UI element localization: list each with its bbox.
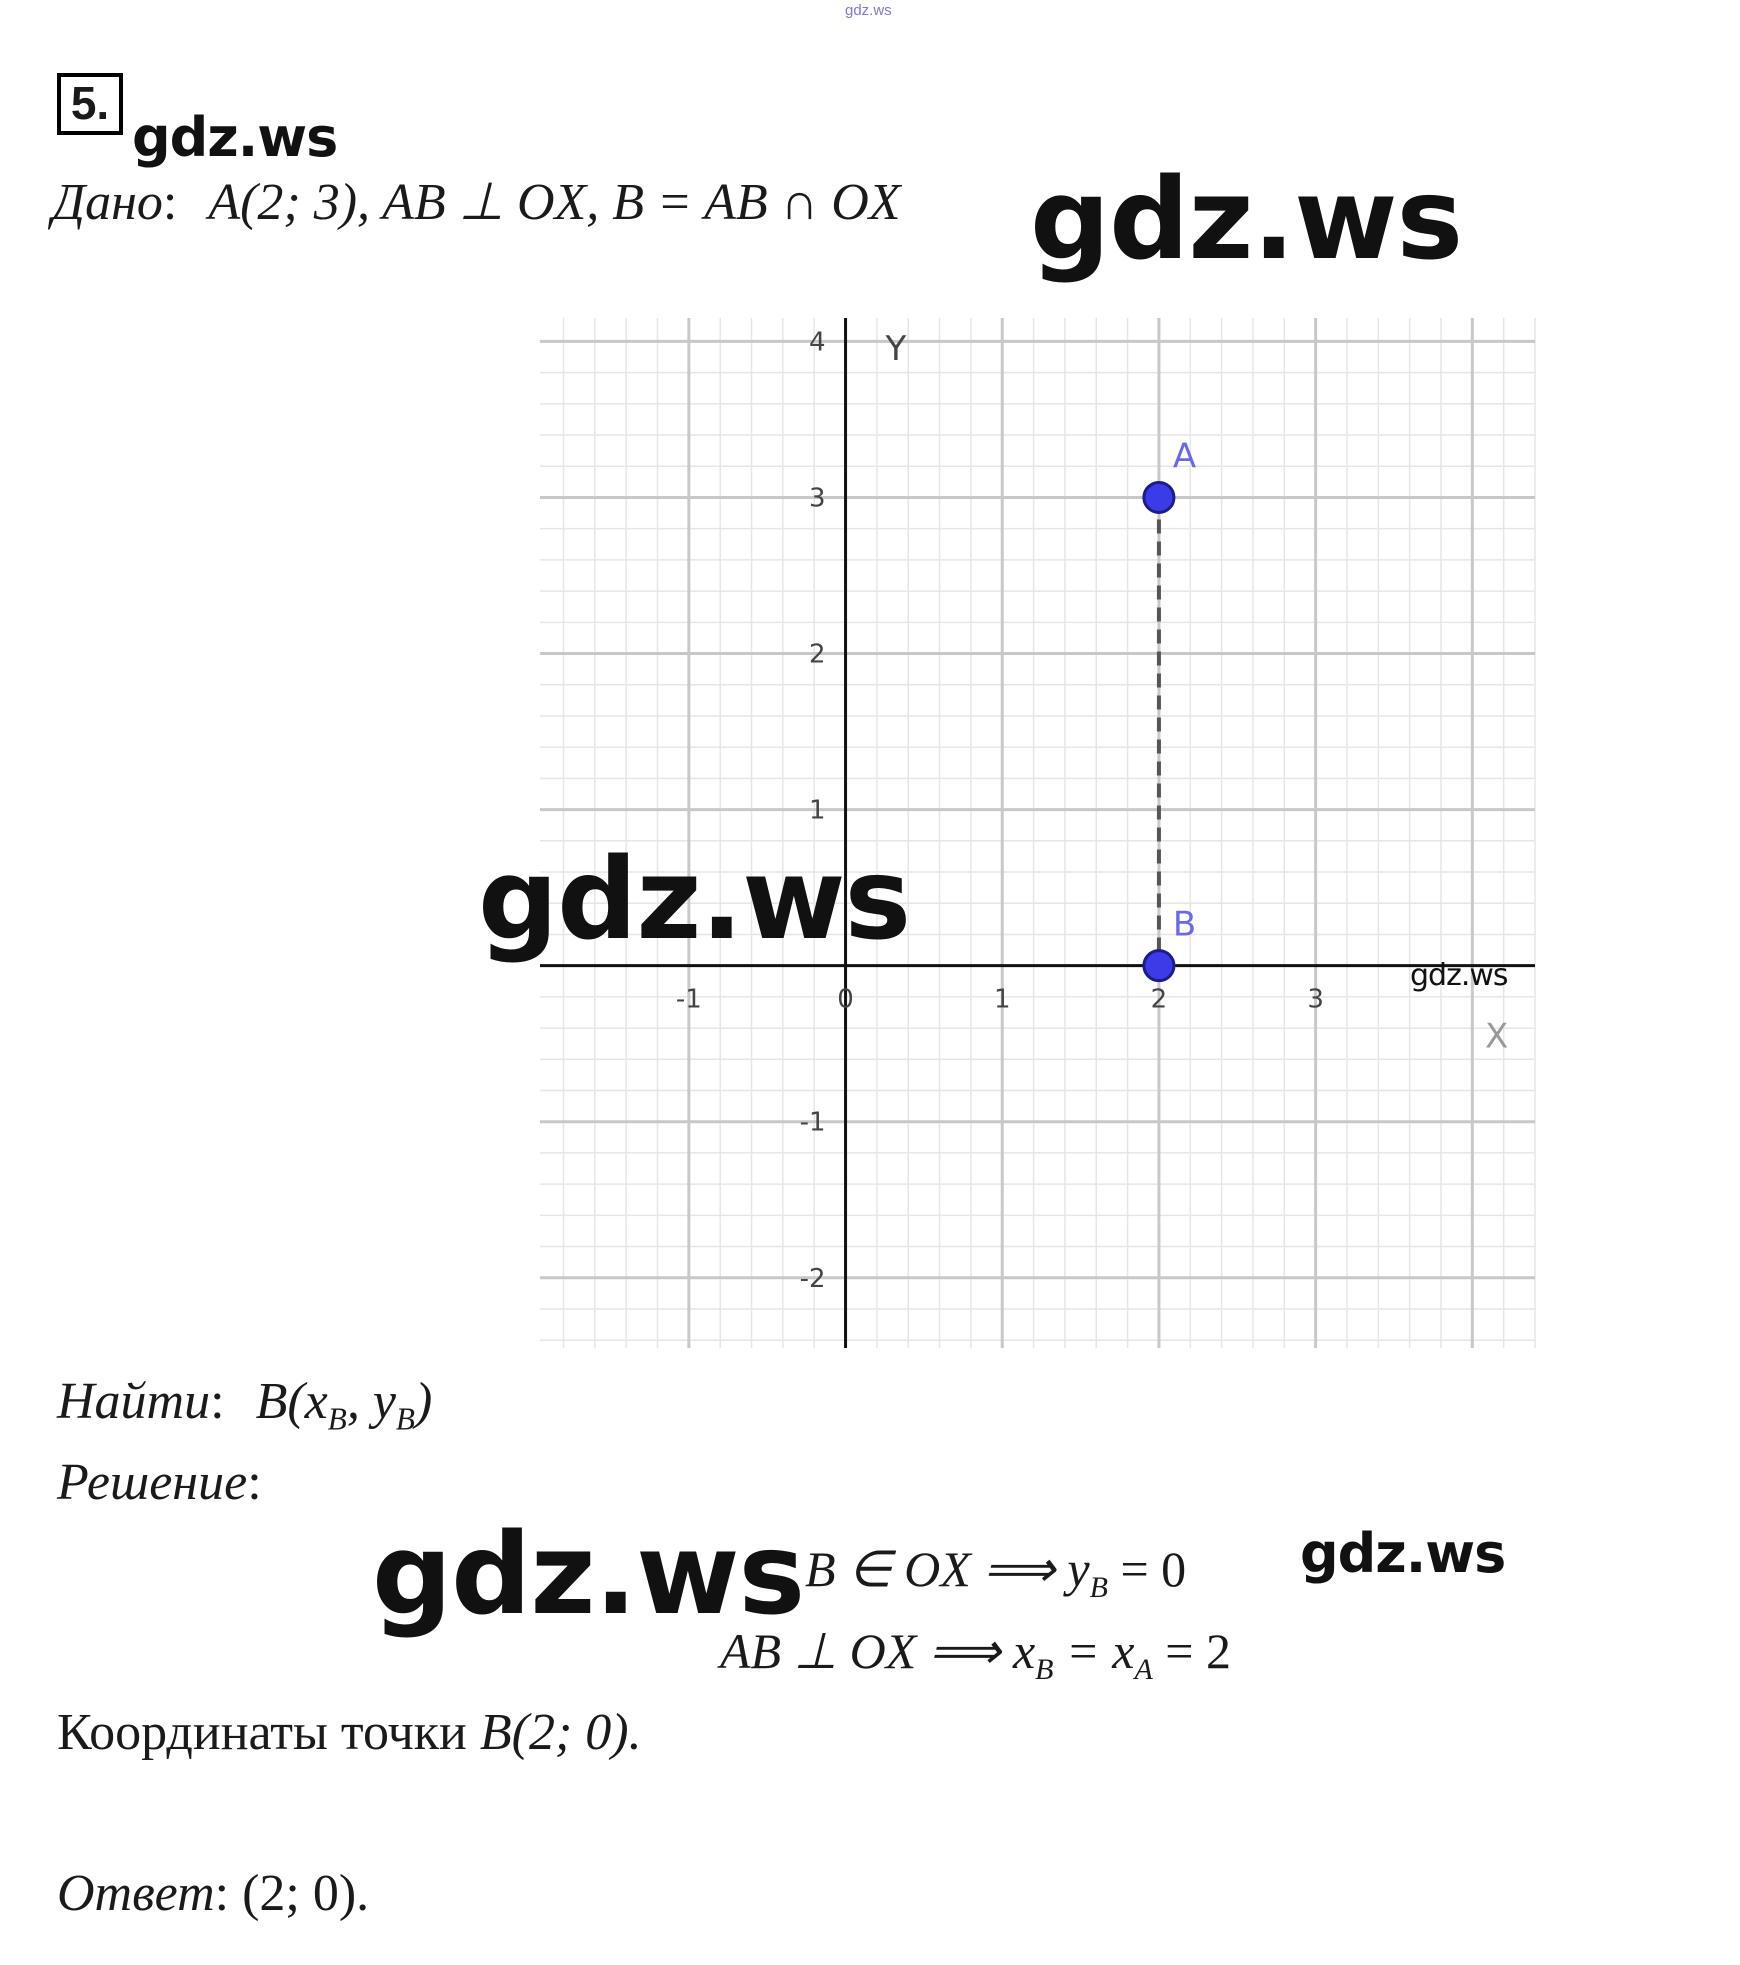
y-tick-label: 2 (809, 639, 826, 670)
answer-colon: : (214, 1865, 230, 1922)
watermark: gdz.ws (372, 1510, 805, 1640)
find-label: Найти (57, 1373, 211, 1430)
solution-step-2 (720, 1622, 1231, 1687)
chart-marks (1144, 436, 1196, 980)
x-tick-label: 2 (1150, 984, 1168, 1015)
y-tick-label: 4 (809, 327, 826, 358)
watermark: gdz.ws (132, 106, 338, 169)
point-label-b: B (1172, 904, 1197, 945)
given-colon: : (162, 174, 178, 231)
find-point: B( (255, 1373, 305, 1430)
header-watermark: gdz.ws (845, 2, 892, 19)
solution-label: Решение (57, 1454, 248, 1511)
result-line (57, 1703, 642, 1762)
watermark: gdz.ws (1300, 1522, 1506, 1585)
find-comma: , (346, 1373, 373, 1430)
find-y-sub: B (395, 1401, 415, 1437)
step2-sub-2: A (1134, 1653, 1153, 1686)
find-colon: : (210, 1373, 225, 1430)
y-tick-label: 3 (809, 483, 826, 514)
y-tick-label: 1 (809, 795, 826, 826)
solution-step-1 (805, 1540, 1186, 1605)
major-grid (540, 318, 1535, 1348)
find-y: y (372, 1373, 396, 1430)
answer-line (57, 1864, 369, 1923)
result-text: Координаты точки (57, 1704, 480, 1761)
y-axis-label: Y (885, 329, 907, 369)
watermark: gdz.ws (478, 835, 911, 965)
find-close: ) (414, 1373, 433, 1430)
given-text: A(2; 3), AB ⊥ OX, B = AB ∩ OX (208, 174, 901, 231)
step1-sub: B (1089, 1571, 1108, 1604)
step2-right: = 2 (1152, 1623, 1231, 1679)
step2-mid: = x (1053, 1623, 1135, 1679)
step2-left: AB ⊥ OX ⟹ x (720, 1623, 1036, 1679)
step2-sub-1: B (1035, 1653, 1054, 1686)
step1-right: = 0 (1107, 1541, 1187, 1597)
point-a (1144, 482, 1174, 512)
x-tick-label: -1 (675, 984, 702, 1015)
x-tick-label: 0 (837, 984, 854, 1015)
x-axis-label: X (1485, 1016, 1509, 1057)
find-line (57, 1372, 432, 1437)
answer-value: (2; 0). (229, 1865, 370, 1922)
x-tick-label: 3 (1307, 984, 1324, 1015)
x-tick-label: 1 (993, 984, 1011, 1015)
step1-left: B ∈ OX ⟹ y (805, 1541, 1090, 1597)
watermark: gdz.ws (1410, 958, 1508, 993)
point-label-a: A (1172, 436, 1197, 477)
find-x: x (304, 1373, 328, 1430)
answer-label: Ответ (57, 1865, 215, 1922)
find-x-sub: B (327, 1401, 347, 1437)
task-number-box: 5. (57, 73, 123, 135)
watermark: gdz.ws (1030, 155, 1463, 285)
y-tick-label: -2 (799, 1263, 826, 1294)
point-b (1144, 951, 1174, 981)
given-label: Дано (52, 174, 163, 231)
result-point: B(2; 0). (479, 1704, 642, 1761)
solution-colon: : (247, 1454, 262, 1511)
solution-line (57, 1453, 262, 1512)
y-tick-label: -1 (799, 1107, 826, 1138)
